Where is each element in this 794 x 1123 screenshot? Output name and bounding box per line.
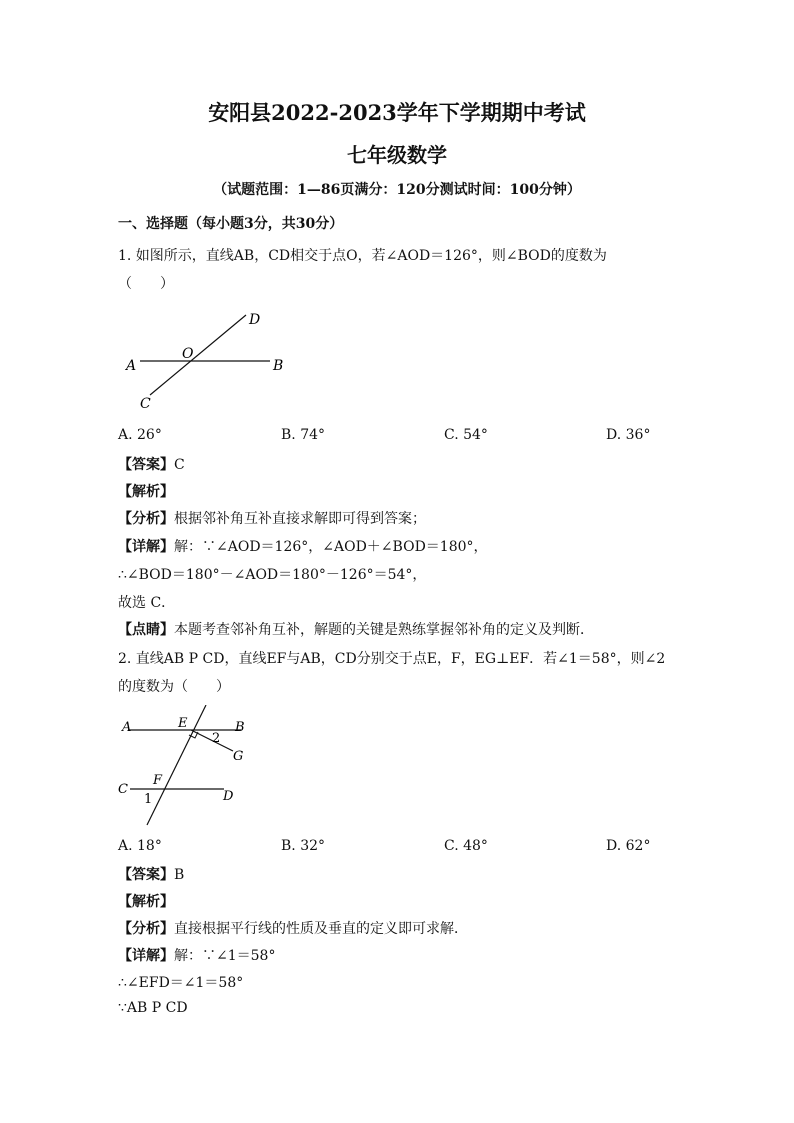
label-1: 1 xyxy=(144,792,153,807)
answer-value: B xyxy=(174,867,185,883)
label-b: B xyxy=(273,358,284,374)
detail-tag: 【详解】 xyxy=(118,539,174,555)
q2-option-d: D. 62° xyxy=(606,838,651,854)
detail-text: 解：∵∠AOD＝126°，∠AOD＋∠BOD＝180°， xyxy=(174,539,488,555)
q1-dianjing xyxy=(118,619,594,639)
q1-option-d: D. 36° xyxy=(606,427,651,443)
q2-detail-2: ∴∠EFD＝∠1＝58° xyxy=(118,975,244,991)
q2-option-c: C. 48° xyxy=(444,838,488,854)
fenxi-text: 直接根据平行线的性质及垂直的定义即可求解． xyxy=(174,921,468,937)
fenxi-text: 根据邻补角互补直接求解即可得到答案； xyxy=(174,511,426,527)
q2-detail-1 xyxy=(118,945,275,965)
dianjing-text: 本题考查邻补角互补，解题的关键是熟练掌握邻补角的定义及判断． xyxy=(174,622,594,638)
q2-answer xyxy=(118,864,184,884)
q1-detail-2: ∴∠BOD＝180°－∠AOD＝180°－126°＝54°， xyxy=(118,567,427,583)
label-e: E xyxy=(178,716,188,731)
label-d: D xyxy=(223,789,234,804)
label-a: A xyxy=(122,720,132,735)
q2-option-b: B. 32° xyxy=(281,838,326,854)
q2-detail-3: ∵AB P CD xyxy=(118,1000,188,1016)
q2-option-a: A. 18° xyxy=(118,838,162,854)
label-2: 2 xyxy=(212,731,221,746)
q2-analysis-tag xyxy=(118,891,174,911)
fenxi-tag: 【分析】 xyxy=(118,511,174,527)
q1-stem: 1. 如图所示，直线AB，CD相交于点O，若∠AOD＝126°，则∠BOD的度数为 xyxy=(118,248,607,264)
answer-tag: 【答案】 xyxy=(118,867,174,883)
q1-paren: （ ） xyxy=(118,276,174,292)
answer-value: C xyxy=(174,457,185,473)
label-a: A xyxy=(126,358,137,374)
line-cd xyxy=(150,315,246,395)
label-c: C xyxy=(118,782,128,797)
label-d: D xyxy=(249,312,261,328)
fenxi-tag: 【分析】 xyxy=(118,921,174,937)
q1-option-a: A. 26° xyxy=(118,427,162,443)
q2-fenxi xyxy=(118,918,468,938)
dianjing-tag: 【点睛】 xyxy=(118,622,174,638)
q1-answer xyxy=(118,454,185,474)
analysis-tag: 【解析】 xyxy=(118,894,174,910)
exam-subject: 七年级数学 xyxy=(347,143,447,167)
analysis-tag: 【解析】 xyxy=(118,484,174,500)
line-ef xyxy=(147,705,206,825)
section-heading: 一、选择题（每小题3分，共30分） xyxy=(118,216,344,232)
exam-title: 安阳县2022-2023学年下学期期中考试 xyxy=(208,100,586,125)
q1-analysis-tag xyxy=(118,481,174,501)
exam-scope: （试题范围：1—86页满分：120分测试时间：100分钟） xyxy=(213,182,581,198)
label-g: G xyxy=(233,749,244,764)
detail-tag: 【详解】 xyxy=(118,948,174,964)
q2-stem-1: 2. 直线AB P CD，直线EF与AB，CD分别交于点E，F，EG⊥EF．若∠1＝58°，则∠2 xyxy=(118,651,666,667)
label-o: O xyxy=(182,346,194,362)
q2-stem-2: 的度数为（ ） xyxy=(118,679,230,695)
label-c: C xyxy=(140,396,151,412)
q1-option-b: B. 74° xyxy=(281,427,326,443)
q1-detail-3: 故选 C． xyxy=(118,595,176,611)
label-f: F xyxy=(153,773,163,788)
answer-tag: 【答案】 xyxy=(118,457,174,473)
q1-option-c: C. 54° xyxy=(444,427,488,443)
label-b: B xyxy=(235,720,245,735)
q1-fenxi xyxy=(118,508,426,528)
q2-figure xyxy=(116,705,286,830)
q1-figure xyxy=(118,305,318,415)
detail-text: 解：∵∠1＝58° xyxy=(174,948,276,964)
q1-detail-1 xyxy=(118,536,488,556)
